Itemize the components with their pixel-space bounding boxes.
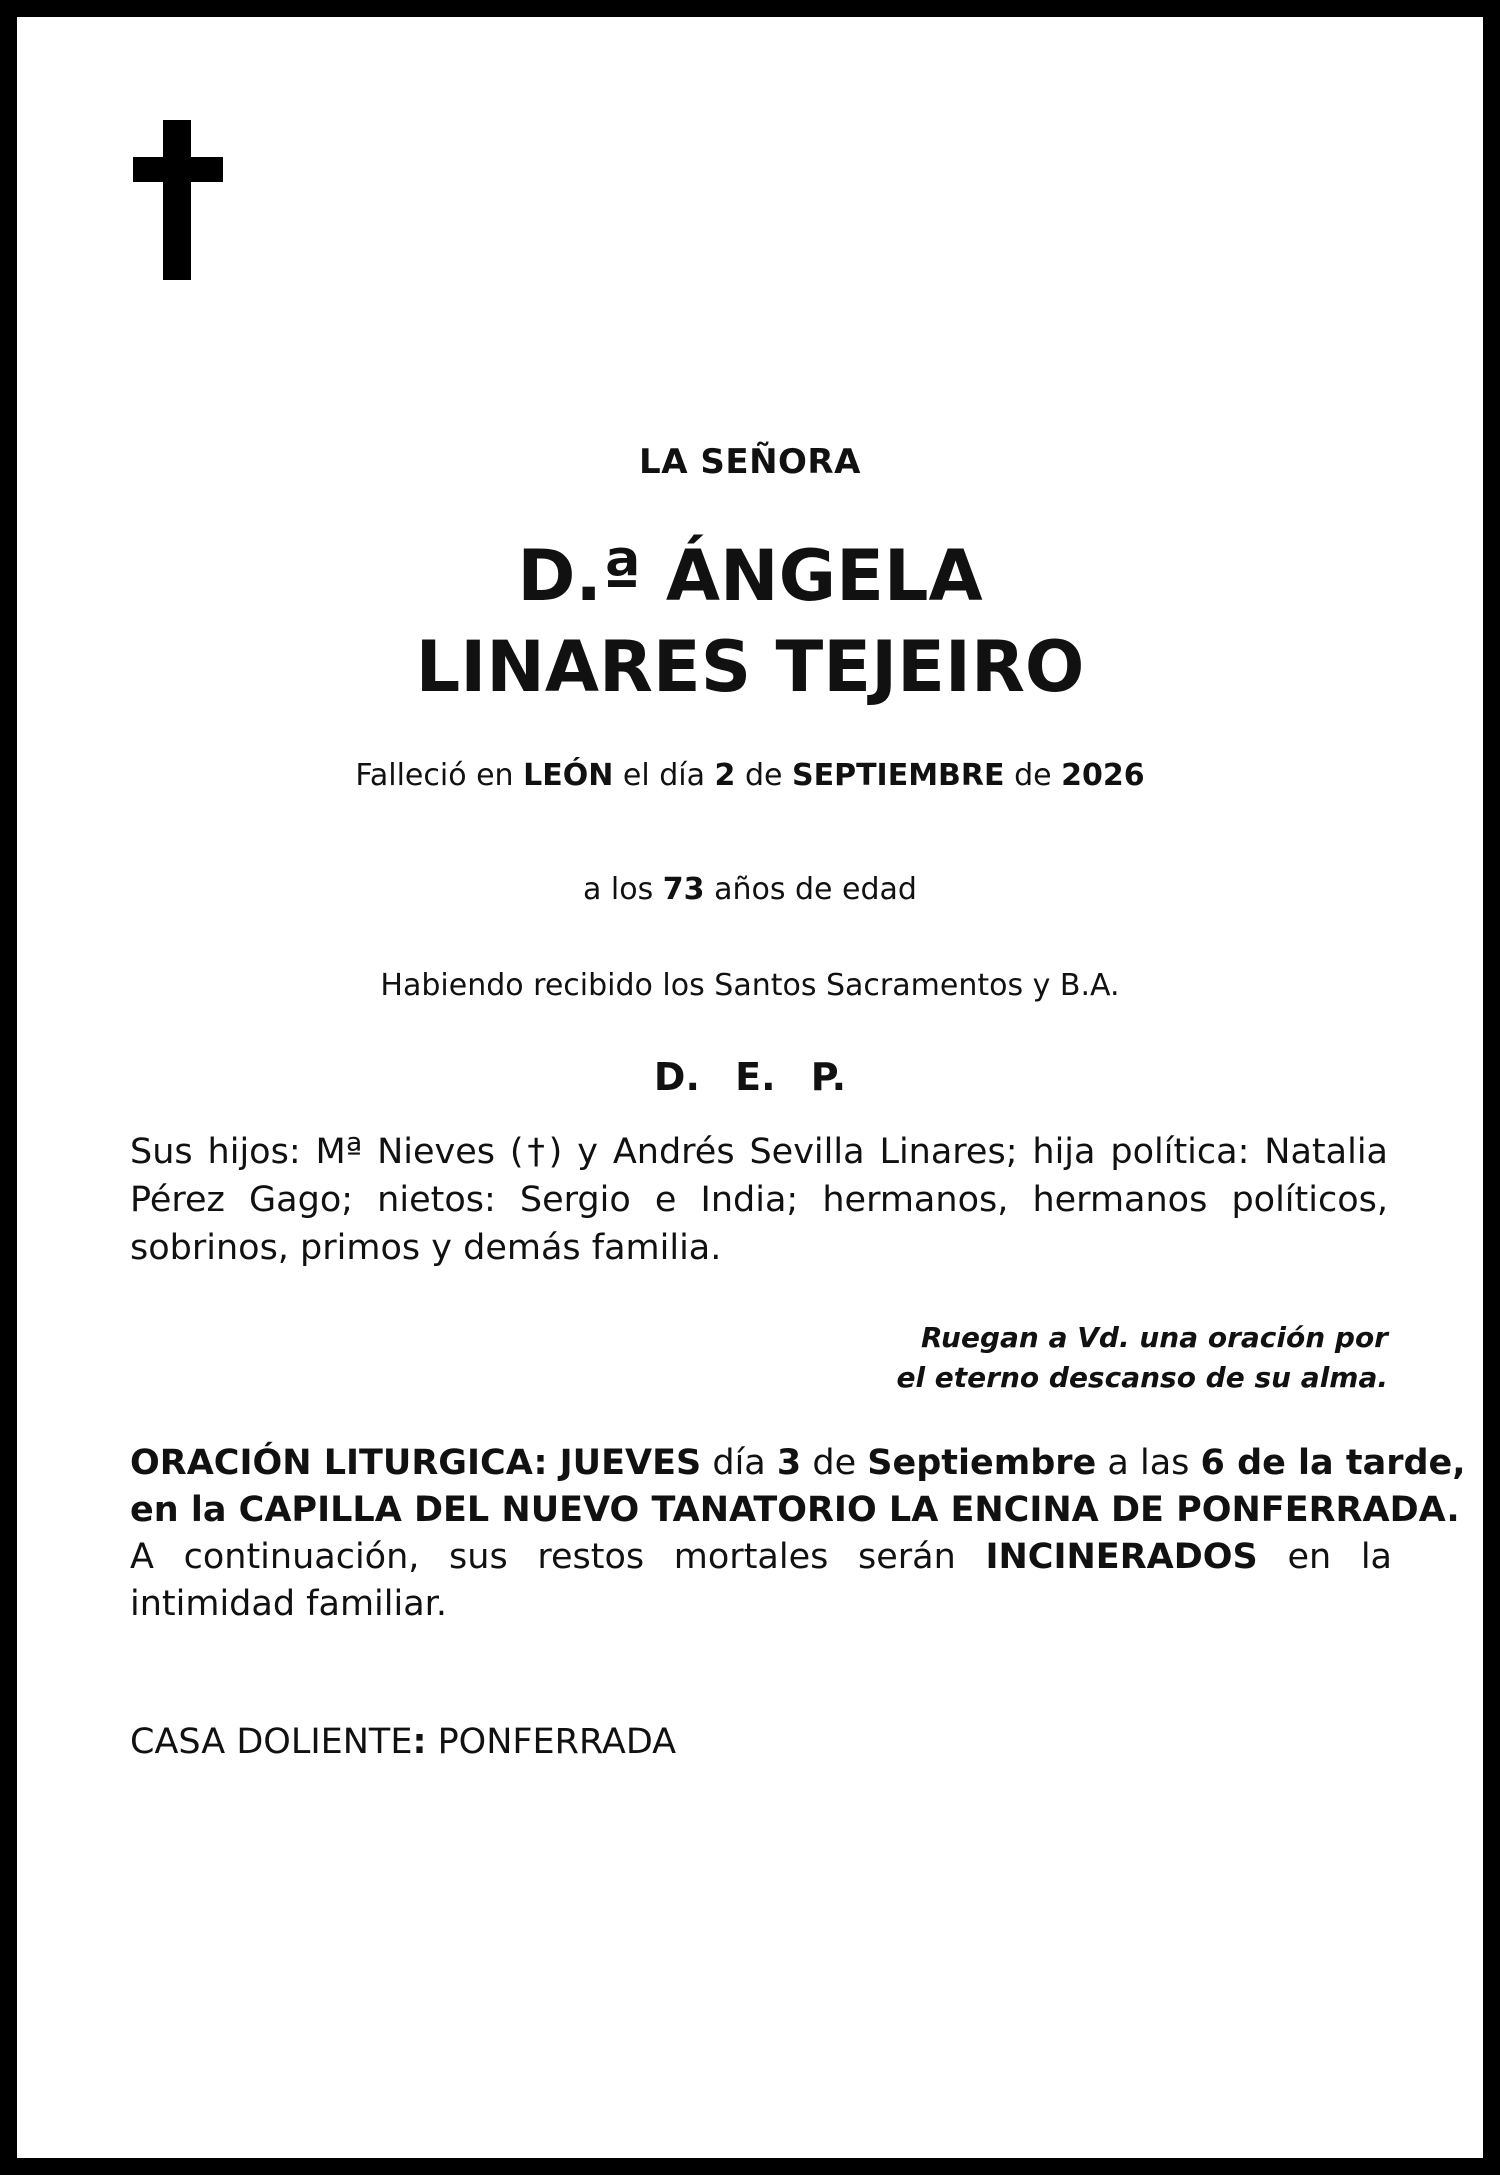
mourning-house: CASA DOLIENTE: PONFERRADA — [130, 1722, 677, 1762]
dep-initials: D. E. P. — [653, 1055, 847, 1099]
cross-icon — [133, 120, 223, 280]
liturgy-label: ORACIÓN LITURGICA: JUEVES — [130, 1443, 702, 1483]
age-years: 73 — [662, 872, 705, 907]
age-info: a los 73 años de edad — [583, 872, 917, 907]
sacraments-text: Habiendo recibido los Santos Sacramentos y B.A. — [380, 968, 1120, 1003]
liturgy-location: en la CAPILLA DEL NUEVO TANATORIO LA ENCINA DE PONFERRADA. — [130, 1490, 1460, 1530]
title-label: LA SEÑORA — [639, 442, 861, 482]
death-place: LEÓN — [523, 758, 614, 793]
death-year: 2026 — [1061, 758, 1145, 793]
deceased-name-line2: LINARES TEJEIRO — [415, 626, 1085, 708]
prayer-request: Ruegan a Vd. una oración por el eterno descanso de su alma. — [896, 1321, 1388, 1394]
death-day: 2 — [714, 758, 736, 793]
death-month: SEPTIEMBRE — [792, 758, 1005, 793]
family-text: Sus hijos: Mª Nieves (†) y Andrés Sevilla Linares; hija política: Natalia Pérez Gago; nietos: Sergio e India; hermanos, hermanos políticos, sobrinos, primos y demás familia. — [130, 1132, 1388, 1268]
liturgy-info: ORACIÓN LITURGICA: JUEVES día 3 de Septiembre a las 6 de la tarde, en la CAPILLA DEL NUEVO TANATORIO LA ENCINA DE PONFERRADA. A continuación, sus restos mortales serán INCINERADOS en la intimidad familiar. — [130, 1443, 1466, 1624]
death-info: Falleció en LEÓN el día 2 de SEPTIEMBRE de 2026 — [355, 758, 1145, 793]
deceased-name-line1: D.ª ÁNGELA — [517, 535, 983, 617]
